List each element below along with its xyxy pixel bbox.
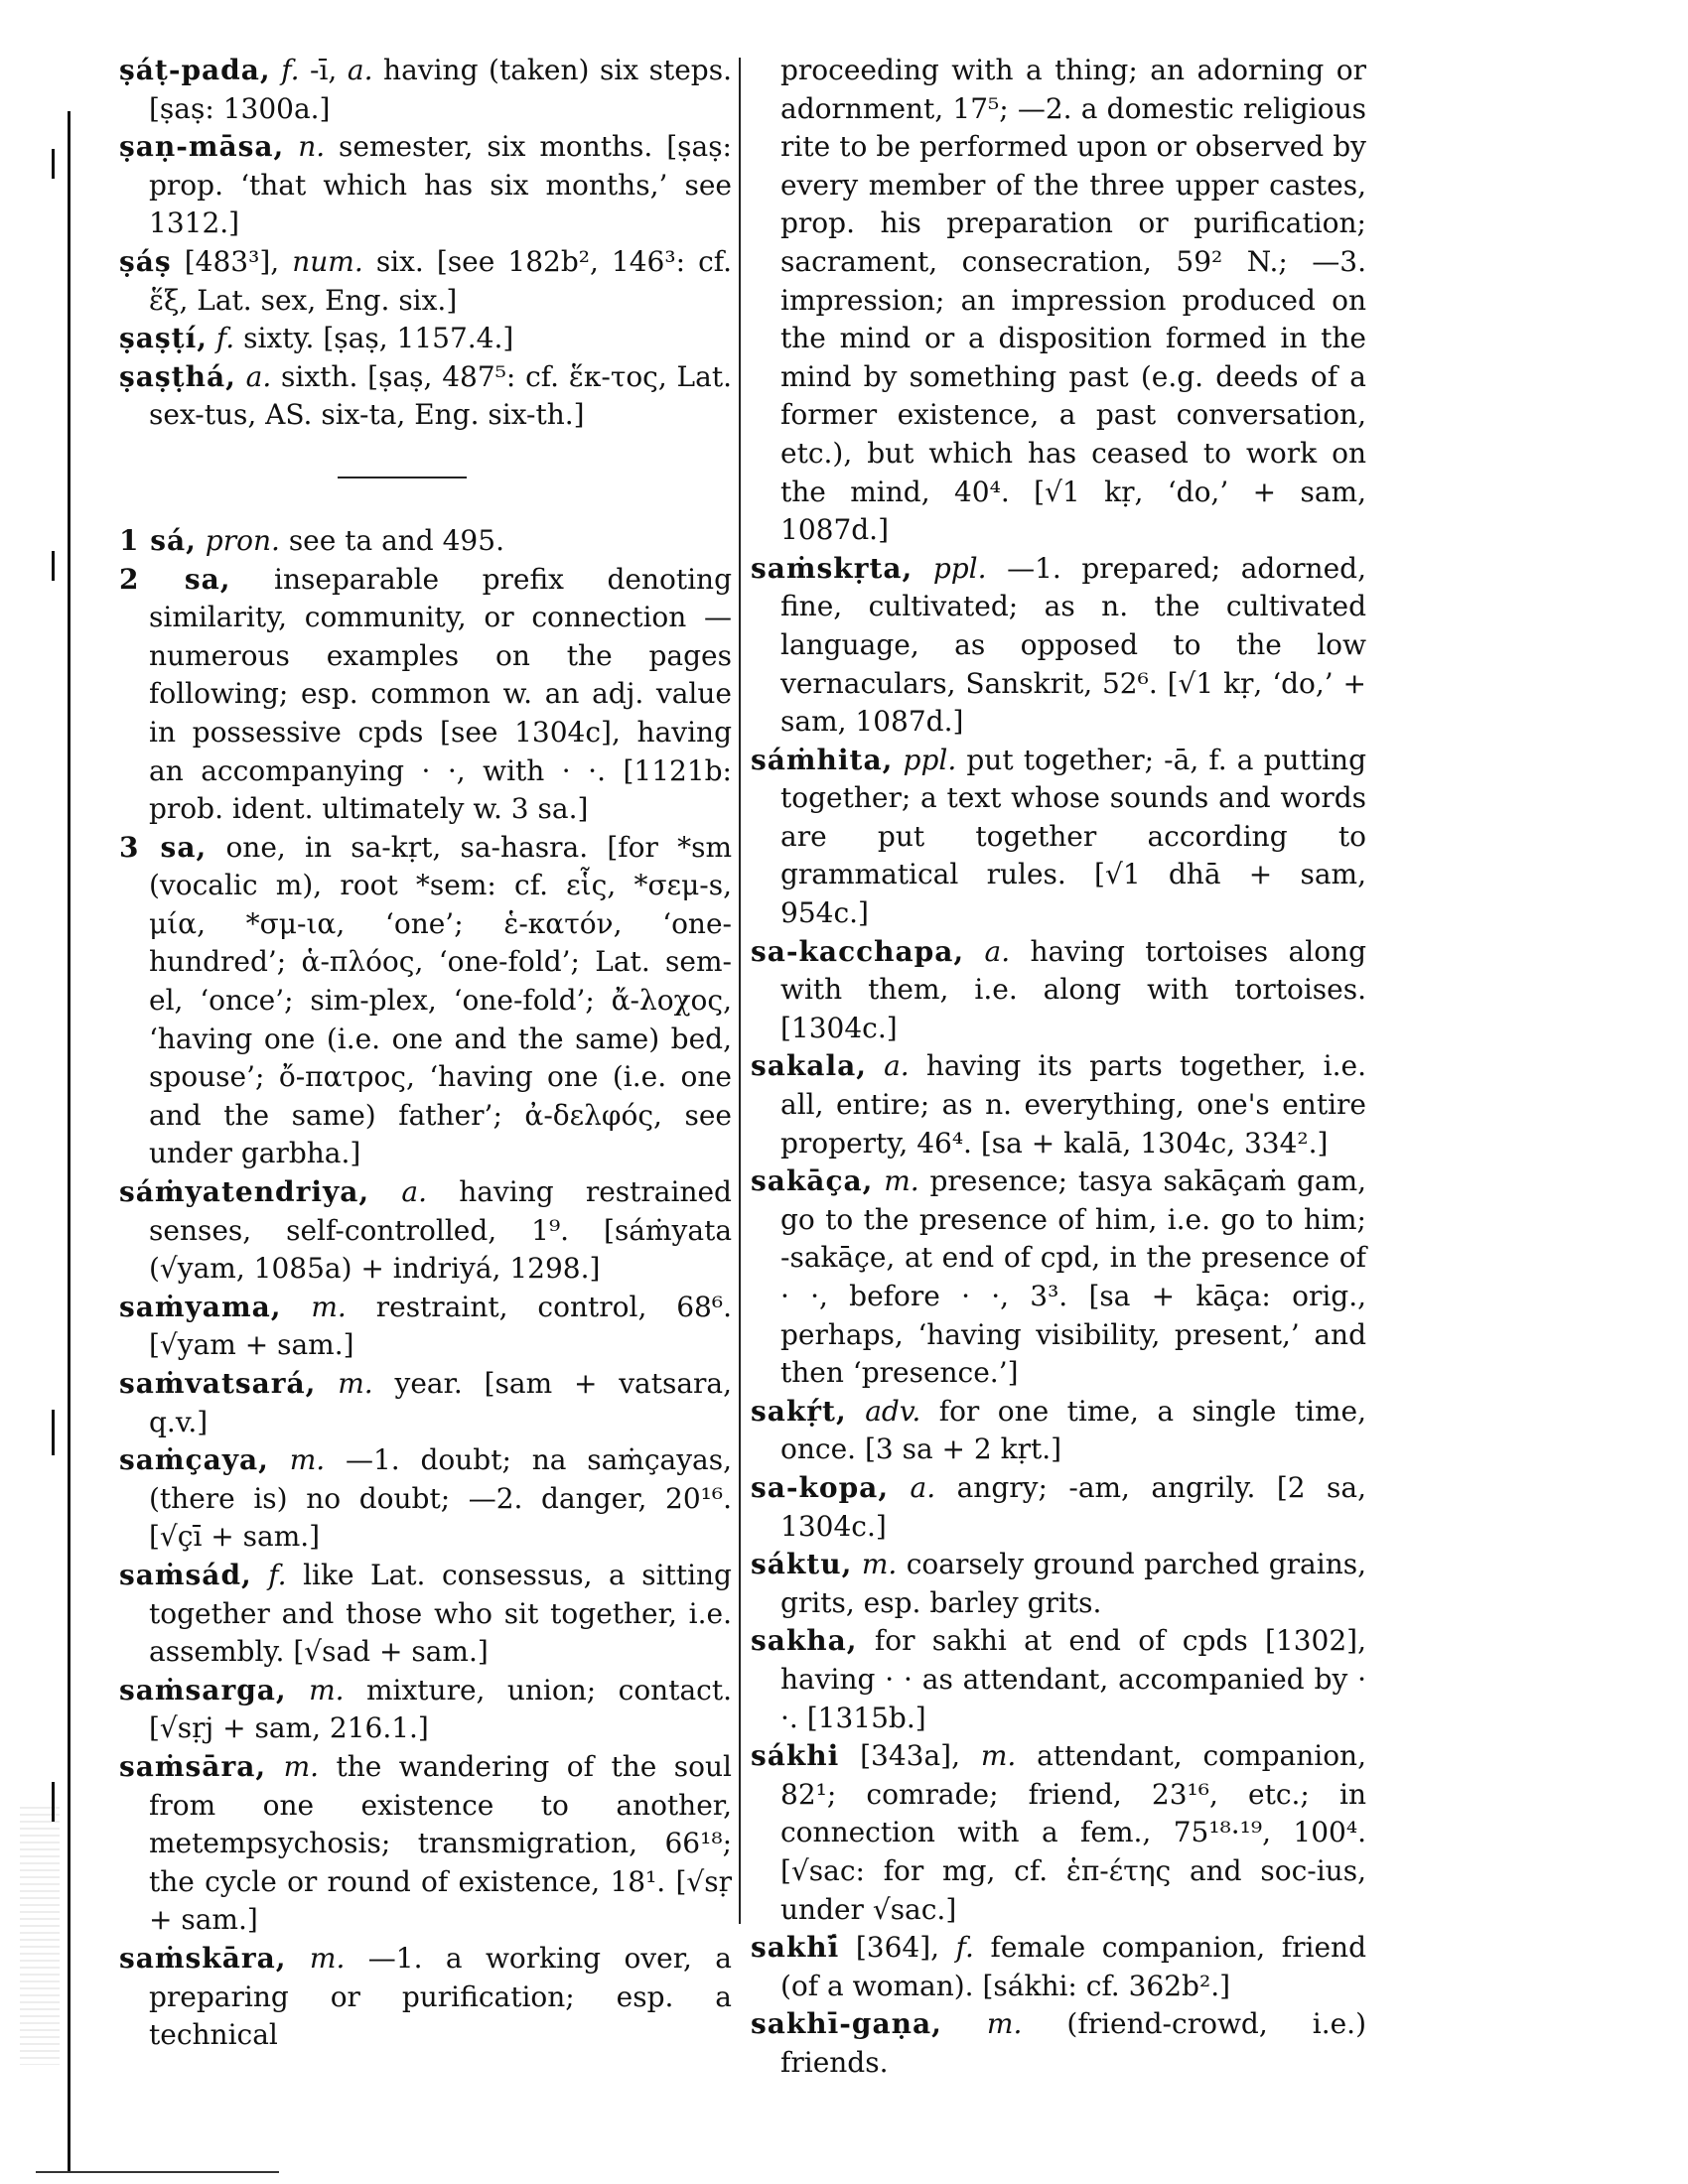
grammar-label: m. bbox=[986, 2007, 1023, 2041]
bottom-rule bbox=[36, 2171, 279, 2173]
grammar-label: m. bbox=[338, 1367, 373, 1400]
dictionary-entry bbox=[751, 550, 1366, 742]
definition: —1. prepared; adorned, fine, cultivated; as n. the cultivated language, as opposed to the low vernaculars, Sanskrit, 52⁶. bbox=[780, 551, 1366, 700]
margin-bracket bbox=[52, 149, 72, 179]
headword: saṁsarga, bbox=[119, 1673, 287, 1706]
dictionary-entry bbox=[751, 1546, 1366, 1622]
definition: like Lat. consessus, a sitting together and those who sit together, i.e. assembly. bbox=[149, 1558, 732, 1669]
dictionary-entry bbox=[751, 1469, 1366, 1546]
headword: sakhī́ bbox=[751, 1931, 840, 1965]
etymology: [√çī + sam.] bbox=[149, 1520, 321, 1554]
section-reference: [364], bbox=[855, 1931, 940, 1965]
headword: saṁvatsará, bbox=[119, 1367, 317, 1400]
headword: ṣaṇ-māsa, bbox=[119, 130, 285, 164]
dictionary-entry bbox=[119, 320, 732, 358]
definition: one, in sa-kṛt, sa-hasra. bbox=[225, 830, 589, 864]
etymology: [1121b: prob. ident. ultimately w. 3 sa.] bbox=[149, 753, 732, 826]
headword: sáṁhita, bbox=[751, 743, 894, 776]
definition: see ta and 495. bbox=[288, 523, 504, 557]
grammar-label: m. bbox=[283, 1749, 320, 1783]
headword: sáktu, bbox=[751, 1548, 853, 1581]
headword: saṁçaya, bbox=[119, 1443, 269, 1477]
headword: sa-kacchapa, bbox=[751, 934, 965, 968]
grammar-label: m. bbox=[884, 1164, 919, 1198]
grammar-label: ppl. bbox=[903, 743, 957, 776]
headword: 3 sa, bbox=[119, 830, 208, 864]
grammar-label: m. bbox=[311, 1290, 347, 1323]
headword: saṁskāra, bbox=[119, 1941, 287, 1975]
etymology: [sam + vatsara, q.v.] bbox=[149, 1367, 733, 1438]
dictionary-entry bbox=[119, 52, 732, 128]
grammar-label: a. bbox=[245, 359, 272, 393]
etymology: [3 sa + 2 kṛt.] bbox=[864, 1433, 1062, 1466]
dictionary-entry bbox=[119, 1672, 732, 1748]
headword: 1 sá, bbox=[119, 523, 197, 557]
grammar-label: m. bbox=[309, 1941, 346, 1975]
definition: sixth. bbox=[281, 359, 358, 393]
definition: the wandering of the soul from one existence to another, metempsychosis; transmigration, 66¹⁸; the cycle or round of existence, 18¹. bbox=[149, 1749, 732, 1898]
definition: restraint, control, 68⁶. bbox=[375, 1290, 732, 1323]
etymology: [ṣaṣ, 487⁵: cf. ἕκ-τος, Lat. sex-tus, AS. six-ta, Eng. six-th.] bbox=[149, 359, 732, 432]
definition: semester, six months. bbox=[339, 130, 653, 164]
etymology: [for *sm (vocalic m), root *sem: cf. εἷς, *σεμ-s, μία, *σμ-ια, ‘one’; ἑ-κατόν, ‘one-hundred’; ἁ-πλόος, ‘one-fold’; Lat. sem-el, ‘once’; sim-plex, ‘one-fold’; ἄ-λοχος, ‘having one (i.e. one and the same) bed, spouse’; ὄ-πατρος, ‘having one (i.e. one and the same) father’; ἀ-δελφός, see under garbha.] bbox=[149, 830, 732, 1170]
grammar-label: a. bbox=[910, 1470, 936, 1504]
dictionary-entry bbox=[119, 243, 732, 320]
scan-speckle bbox=[20, 1807, 60, 2065]
etymology: [ṣaṣ, 1157.4.] bbox=[323, 322, 514, 355]
margin-bracket bbox=[52, 551, 72, 581]
dictionary-entry bbox=[119, 1441, 732, 1557]
dictionary-entry bbox=[119, 561, 732, 829]
grammar-label: adv. bbox=[865, 1394, 921, 1428]
definition: having tortoises along with them, i.e. along with tortoises. bbox=[780, 934, 1367, 1007]
etymology: [√1 dhā + sam, 954c.] bbox=[780, 858, 1366, 930]
left-column bbox=[119, 52, 732, 2055]
definition: having its parts together, i.e. all, entire; as n. everything, one's entire property, 46⁴. bbox=[780, 1049, 1366, 1160]
grammar-label: a. bbox=[401, 1175, 427, 1209]
grammar-label: m. bbox=[980, 1739, 1017, 1773]
headword: saṁsád, bbox=[119, 1558, 252, 1591]
definition: (friend-crowd, i.e.) friends. bbox=[780, 2007, 1367, 2079]
definition: having (taken) six steps. bbox=[383, 54, 732, 86]
etymology: [see 182b², 146³: cf. ἕξ, Lat. sex, Eng. six.] bbox=[149, 244, 733, 317]
margin-bracket bbox=[52, 1410, 72, 1455]
section-reference: [343a], bbox=[860, 1739, 961, 1773]
dictionary-entry bbox=[119, 1289, 732, 1365]
binding-line bbox=[68, 111, 70, 2171]
grammar-label: f. bbox=[955, 1931, 974, 1965]
margin-bracket bbox=[52, 1782, 72, 1822]
headword: saṁsāra, bbox=[119, 1749, 267, 1783]
headword: 2 sa, bbox=[119, 562, 231, 596]
dictionary-entry bbox=[751, 1162, 1366, 1393]
section-reference: [483³], bbox=[184, 244, 280, 278]
grammar-label: m. bbox=[309, 1673, 345, 1706]
definition: angry; -am, angrily. bbox=[956, 1470, 1256, 1504]
etymology: [sa + kāça: orig., perhaps, ‘having visibility, present,’ and then ‘presence.’] bbox=[780, 1280, 1367, 1390]
etymology: [1304c.] bbox=[780, 1011, 898, 1044]
grammar-label: f. bbox=[268, 1558, 287, 1591]
grammar-label: f. bbox=[215, 322, 235, 355]
etymology: [√sṛ + sam.] bbox=[149, 1864, 733, 1937]
headword: sáṁyatendriya, bbox=[119, 1175, 370, 1209]
headword: sakāça, bbox=[751, 1164, 874, 1198]
headword: sa-kopa, bbox=[751, 1470, 890, 1504]
headword: sakṛ́t, bbox=[751, 1394, 847, 1428]
dictionary-entry bbox=[751, 1393, 1366, 1469]
definition: presence; tasya sakāçaṁ gam, go to the presence of him, i.e. go to him; -sakāçe, at end of cpd, in the presence of · ·, before · ·, 3³. bbox=[780, 1164, 1367, 1312]
definition: mixture, union; contact. bbox=[366, 1673, 732, 1706]
definition: year. bbox=[394, 1367, 463, 1400]
definition: for sakhi at end of cpds [1302], having · · as attendant, accompanied by · ·. bbox=[780, 1624, 1367, 1734]
etymology: [2 sa, 1304c.] bbox=[780, 1470, 1367, 1543]
dictionary-entry bbox=[119, 1365, 732, 1441]
headword: saṁskṛta, bbox=[751, 551, 914, 585]
definition: inseparable prefix denoting similarity, community, or connection — numerous examples on the pages following; esp. common w. an adj. value in possessive cpds [see 1304c], having an accompanying · ·, with · ·. bbox=[149, 562, 732, 787]
headword: ṣáṣ bbox=[119, 244, 172, 278]
dictionary-entry bbox=[119, 1748, 732, 1940]
definition: —1. doubt; na saṁçayas, (there is) no doubt; —2. danger, 20¹⁶. bbox=[149, 1443, 733, 1515]
etymology: [√1 kṛ, ‘do,’ + sam, 1087d.] bbox=[780, 666, 1367, 739]
definition: having restrained senses, self-controlled, 1⁹. bbox=[149, 1175, 732, 1247]
dictionary-entry bbox=[119, 1940, 732, 2055]
etymology: [√sṛj + sam, 216.1.] bbox=[149, 1711, 429, 1745]
grammar-label: a. bbox=[347, 54, 373, 86]
headword: ṣaṣṭhá, bbox=[119, 359, 236, 393]
etymology: [sa + kalā, 1304c, 334².] bbox=[980, 1126, 1329, 1160]
dictionary-entry bbox=[751, 742, 1366, 933]
definition: for one time, a single time, once. bbox=[780, 1394, 1367, 1466]
headword: sakala, bbox=[751, 1049, 867, 1083]
column-divider bbox=[739, 58, 741, 1924]
grammar-label: num. bbox=[292, 244, 363, 278]
headword: saṁyama, bbox=[119, 1290, 282, 1323]
grammar-label: a. bbox=[884, 1049, 910, 1083]
etymology: [sáṁyata (√yam, 1085a) + indriyá, 1298.] bbox=[149, 1213, 733, 1286]
dictionary-entry bbox=[751, 933, 1366, 1048]
dictionary-entry bbox=[751, 1622, 1366, 1737]
definition: female companion, friend (of a woman). bbox=[780, 1931, 1366, 2002]
dictionary-entry bbox=[751, 1737, 1366, 1929]
definition: put together; -ā, f. a putting together; a text whose sounds and words are put together according to grammatical rules. bbox=[780, 743, 1366, 891]
etymology: [√sad + sam.] bbox=[293, 1635, 489, 1669]
grammar-label: n. bbox=[298, 130, 326, 164]
right-column bbox=[751, 52, 1366, 2082]
definition: -ī, bbox=[310, 54, 338, 86]
etymology: [sákhi: cf. 362b².] bbox=[982, 1969, 1231, 2002]
definition: sixty. bbox=[243, 322, 315, 355]
section-rule bbox=[338, 477, 467, 478]
definition: six. bbox=[375, 244, 424, 278]
etymology: [ṣaṣ: 1300a.] bbox=[149, 91, 331, 125]
dictionary-entry bbox=[119, 522, 732, 561]
dictionary-entry bbox=[119, 1173, 732, 1289]
headword: sakhī-gaṇa, bbox=[751, 2007, 942, 2041]
grammar-label: m. bbox=[861, 1548, 898, 1581]
dictionary-entry bbox=[119, 358, 732, 435]
dictionary-entry bbox=[119, 128, 732, 243]
grammar-label: m. bbox=[289, 1443, 326, 1477]
headword: sákhi bbox=[751, 1739, 840, 1773]
grammar-label: f. bbox=[281, 54, 300, 86]
headword: ṣáṭ-pada, bbox=[119, 54, 271, 86]
dictionary-entry bbox=[119, 829, 732, 1173]
etymology: [√sac: for mg, cf. ἑπ-έτης and soc-ius, under √sac.] bbox=[780, 1853, 1366, 1926]
grammar-label: ppl. bbox=[932, 551, 987, 585]
dictionary-entry bbox=[751, 2005, 1366, 2082]
definition: coarsely ground parched grains, grits, esp. barley grits. bbox=[780, 1548, 1366, 1619]
grammar-label: a. bbox=[984, 934, 1011, 968]
etymology: [1315b.] bbox=[806, 1701, 926, 1734]
headword: sakha, bbox=[751, 1624, 858, 1658]
definition: —1. a working over, a preparing or purification; esp. a technical bbox=[149, 1941, 732, 2052]
etymology: [ṣaṣ: prop. ‘that which has six months,’ see 1312.] bbox=[149, 130, 732, 240]
grammar-label: pron. bbox=[205, 523, 280, 557]
etymology: [√yam + sam.] bbox=[149, 1328, 354, 1362]
headword: ṣaṣṭí, bbox=[119, 322, 208, 355]
dictionary-entry bbox=[751, 1929, 1366, 2005]
dictionary-entry bbox=[119, 1557, 732, 1672]
dictionary-entry bbox=[751, 1047, 1366, 1162]
definition: attendant, companion, 82¹; comrade; friend, 23¹⁶, etc.; in connection with a fem., 75¹⁸·¹⁹, 100⁴. bbox=[780, 1739, 1366, 1849]
entry-continuation: proceeding with a thing; an adorning or adornment, 17⁵; —2. a domestic religious rite to be performed upon or observed by every member of the three upper castes, prop. his preparation or purification; sacrament, consecration, 59² N.; —3. impression; an impression produced on the mind or a disposition formed in the mind by something past (e.g. deeds of a former existence, a past conversation, etc.), but which has ceased to work on the mind, 40⁴. [√1 kṛ, ‘do,’ + sam, 1087d.] bbox=[780, 54, 1366, 547]
